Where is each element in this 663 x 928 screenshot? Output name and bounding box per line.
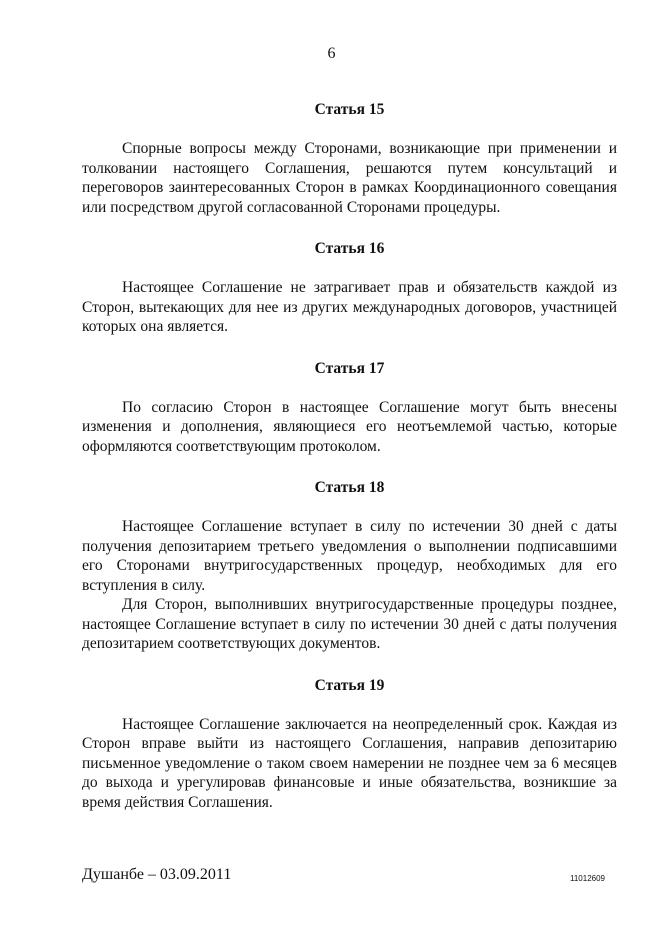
article-paragraph: Настоящее Соглашение не затрагивает прав и обязательств каждой из Сторон, вытекающих для нее из других международных договоров, участницей которых она является. bbox=[82, 279, 617, 335]
article-heading: Статья 18 bbox=[314, 479, 385, 496]
article-heading: Статья 17 bbox=[314, 359, 385, 377]
article-heading: Статья 16 bbox=[314, 240, 385, 257]
page-number: 6 bbox=[327, 45, 336, 62]
footer-place-date: Душанбе – 03.09.2011 bbox=[82, 866, 232, 883]
article-paragraph: Настоящее Соглашение заключается на неопределенный срок. Каждая из Сторон вправе выйти из настоящего Соглашения, направив депозитарию письменное уведомление о таком своем намерении не позднее чем за 6 месяцев до выхода и урегулировав финансовые и иные обязательства, возникшие за время действия Соглашения. bbox=[82, 715, 617, 811]
footer-document-code: 11012609 bbox=[570, 874, 605, 883]
article-paragraph: Для Сторон, выполнивших внутригосударственные процедуры позднее, настоящее Соглашение вступает в силу по истечении 30 дней с даты получения депозитарием соответствующих документов. bbox=[82, 596, 617, 652]
article-19 bbox=[82, 676, 617, 813]
article-paragraph: Спорные вопросы между Сторонами, возникающие при применении и толковании настоящего Соглашения, решаются путем консультаций и переговоров заинтересованных Сторон в рамках Координационного совещания или посредством другой согласованной Сторонами процедуры. bbox=[82, 140, 617, 216]
article-paragraph: Настоящее Соглашение вступает в силу по истечении 30 дней с даты получения депозитарием третьего уведомления о выполнении подписавшими его Сторонами внутригосударственных процедур, необходимых для его вступления в силу. bbox=[82, 518, 617, 594]
article-17 bbox=[82, 359, 617, 457]
document-body bbox=[82, 100, 617, 812]
article-15 bbox=[82, 100, 617, 217]
article-heading: Статья 19 bbox=[314, 676, 385, 694]
article-18 bbox=[82, 478, 617, 654]
article-paragraph: По согласию Сторон в настоящее Соглашение могут быть внесены изменения и дополнения, являющиеся его неотъемлемой частью, которые оформляются соответствующим протоколом. bbox=[82, 398, 617, 455]
article-heading: Статья 15 bbox=[314, 101, 385, 118]
article-16 bbox=[82, 239, 617, 337]
